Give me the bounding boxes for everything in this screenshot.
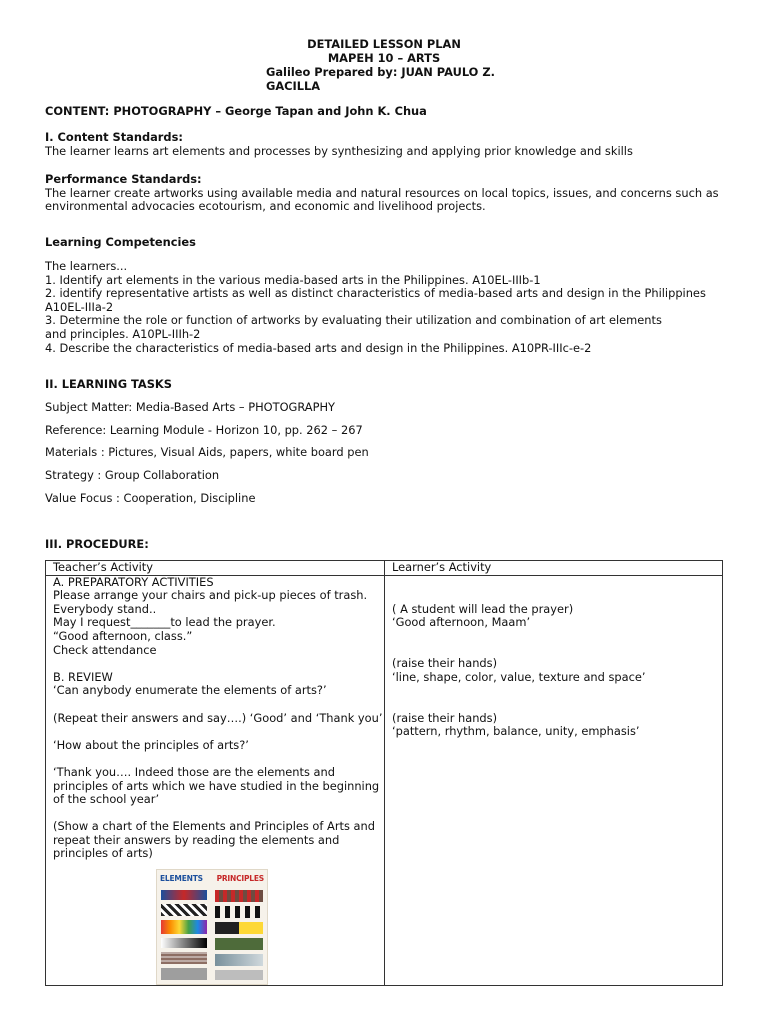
teacher-line: repeat their answers by reading the elements and [53,832,340,847]
teacher-line: ‘Can anybody enumerate the elements of arts?’ [53,683,327,698]
performance-standards-line2: environmental advocacies ecotourism, and economic and livelihood projects. [45,199,486,214]
learner-line: ‘pattern, rhythm, balance, unity, emphasis’ [392,724,640,739]
content-standards-heading: I. Content Standards: [45,130,183,144]
teacher-line: ‘How about the principles of arts?’ [53,737,249,752]
teacher-line: principles of arts) [53,846,153,861]
teacher-line: (Repeat their answers and say….) ‘Good’ and ‘Thank you’ [53,710,383,725]
teacher-line: ‘Thank you…. Indeed those are the elements and [53,764,335,779]
teacher-line: B. REVIEW [53,669,113,684]
procedure-table-row [46,575,723,985]
competency-item-1: 1. Identify art elements in the various media-based arts in the Philippines. A10EL-IIIb-1 [45,272,541,287]
content-standards-text: The learner learns art elements and processes by synthesizing and applying prior knowledge and skills [45,143,633,158]
elements-principles-chart-image [156,869,268,985]
doc-prepared-by: Galileo Prepared by: JUAN PAULO Z. [266,65,495,79]
learner-line: (raise their hands) [392,710,498,725]
learner-line: (raise their hands) [392,656,498,671]
teacher-line: Everybody stand.. [53,601,157,616]
materials: Materials : Pictures, Visual Aids, papers, white board pen [45,445,369,459]
col-learner-header: Learner’s Activity [385,561,723,576]
competencies-heading: Learning Competencies [45,235,196,249]
teacher-line: principles of arts which we have studied in the beginning [53,778,380,793]
teacher-line: “Good afternoon, class.” [53,628,193,643]
doc-title: DETAILED LESSON PLAN [307,37,461,51]
procedure-table-header [46,561,723,576]
competency-item-3a: 3. Determine the role or function of artworks by evaluating their utilization and combination of art elements [45,313,662,328]
teacher-line: Check attendance [53,642,157,657]
teacher-line: (Show a chart of the Elements and Principles of Arts and [53,819,375,834]
chart-principles-label: PRINCIPLES [216,874,264,884]
learner-line: ( A student will lead the prayer) [392,601,574,616]
doc-author-surname: GACILLA [266,79,321,93]
teacher-line: of the school year’ [53,792,160,807]
competency-item-2a: 2. identify representative artists as well as distinct characteristics of media-based arts and design in the Philippines [45,286,706,301]
learner-activity-cell [385,575,723,985]
performance-standards-section [45,172,719,214]
teacher-line: A. PREPARATORY ACTIVITIES [53,574,214,589]
value-focus: Value Focus : Cooperation, Discipline [45,491,256,505]
content-line: CONTENT: PHOTOGRAPHY – George Tapan and John K. Chua [45,104,427,118]
subject-matter: Subject Matter: Media-Based Arts – PHOTOGRAPHY [45,400,335,414]
performance-standards-line1: The learner create artworks using available media and natural resources on local topics, issues, and concerns such as [45,185,719,200]
doc-subject: MAPEH 10 – ARTS [327,51,441,65]
teacher-line: May I request_______to lead the prayer. [53,615,276,630]
procedure-table [45,560,723,986]
performance-standards-heading: Performance Standards: [45,172,202,186]
competencies-intro: The learners... [45,259,128,273]
learner-line: ‘line, shape, color, value, texture and space’ [392,669,646,684]
strategy: Strategy : Group Collaboration [45,468,220,482]
reference: Reference: Learning Module - Horizon 10, pp. 262 – 267 [45,423,363,437]
chart-elements-label: ELEMENTS [160,874,203,884]
content-standards-section [45,131,705,158]
teacher-activity-cell [46,575,385,985]
teacher-line: Please arrange your chairs and pick-up pieces of trash. [53,588,368,603]
competency-item-4: 4. Describe the characteristics of media-based arts and design in the Philippines. A10PR-IIIc-e-2 [45,340,592,355]
competencies-list [45,260,705,355]
competency-item-3b: and principles. A10PL-IIIh-2 [45,326,201,341]
learning-tasks-heading: II. LEARNING TASKS [45,377,172,391]
learner-line: ‘Good afternoon, Maam’ [392,615,531,630]
col-teacher-header: Teacher’s Activity [46,561,385,576]
procedure-heading: III. PROCEDURE: [45,537,149,551]
competency-item-2b: A10EL-IIIa-2 [45,299,114,314]
